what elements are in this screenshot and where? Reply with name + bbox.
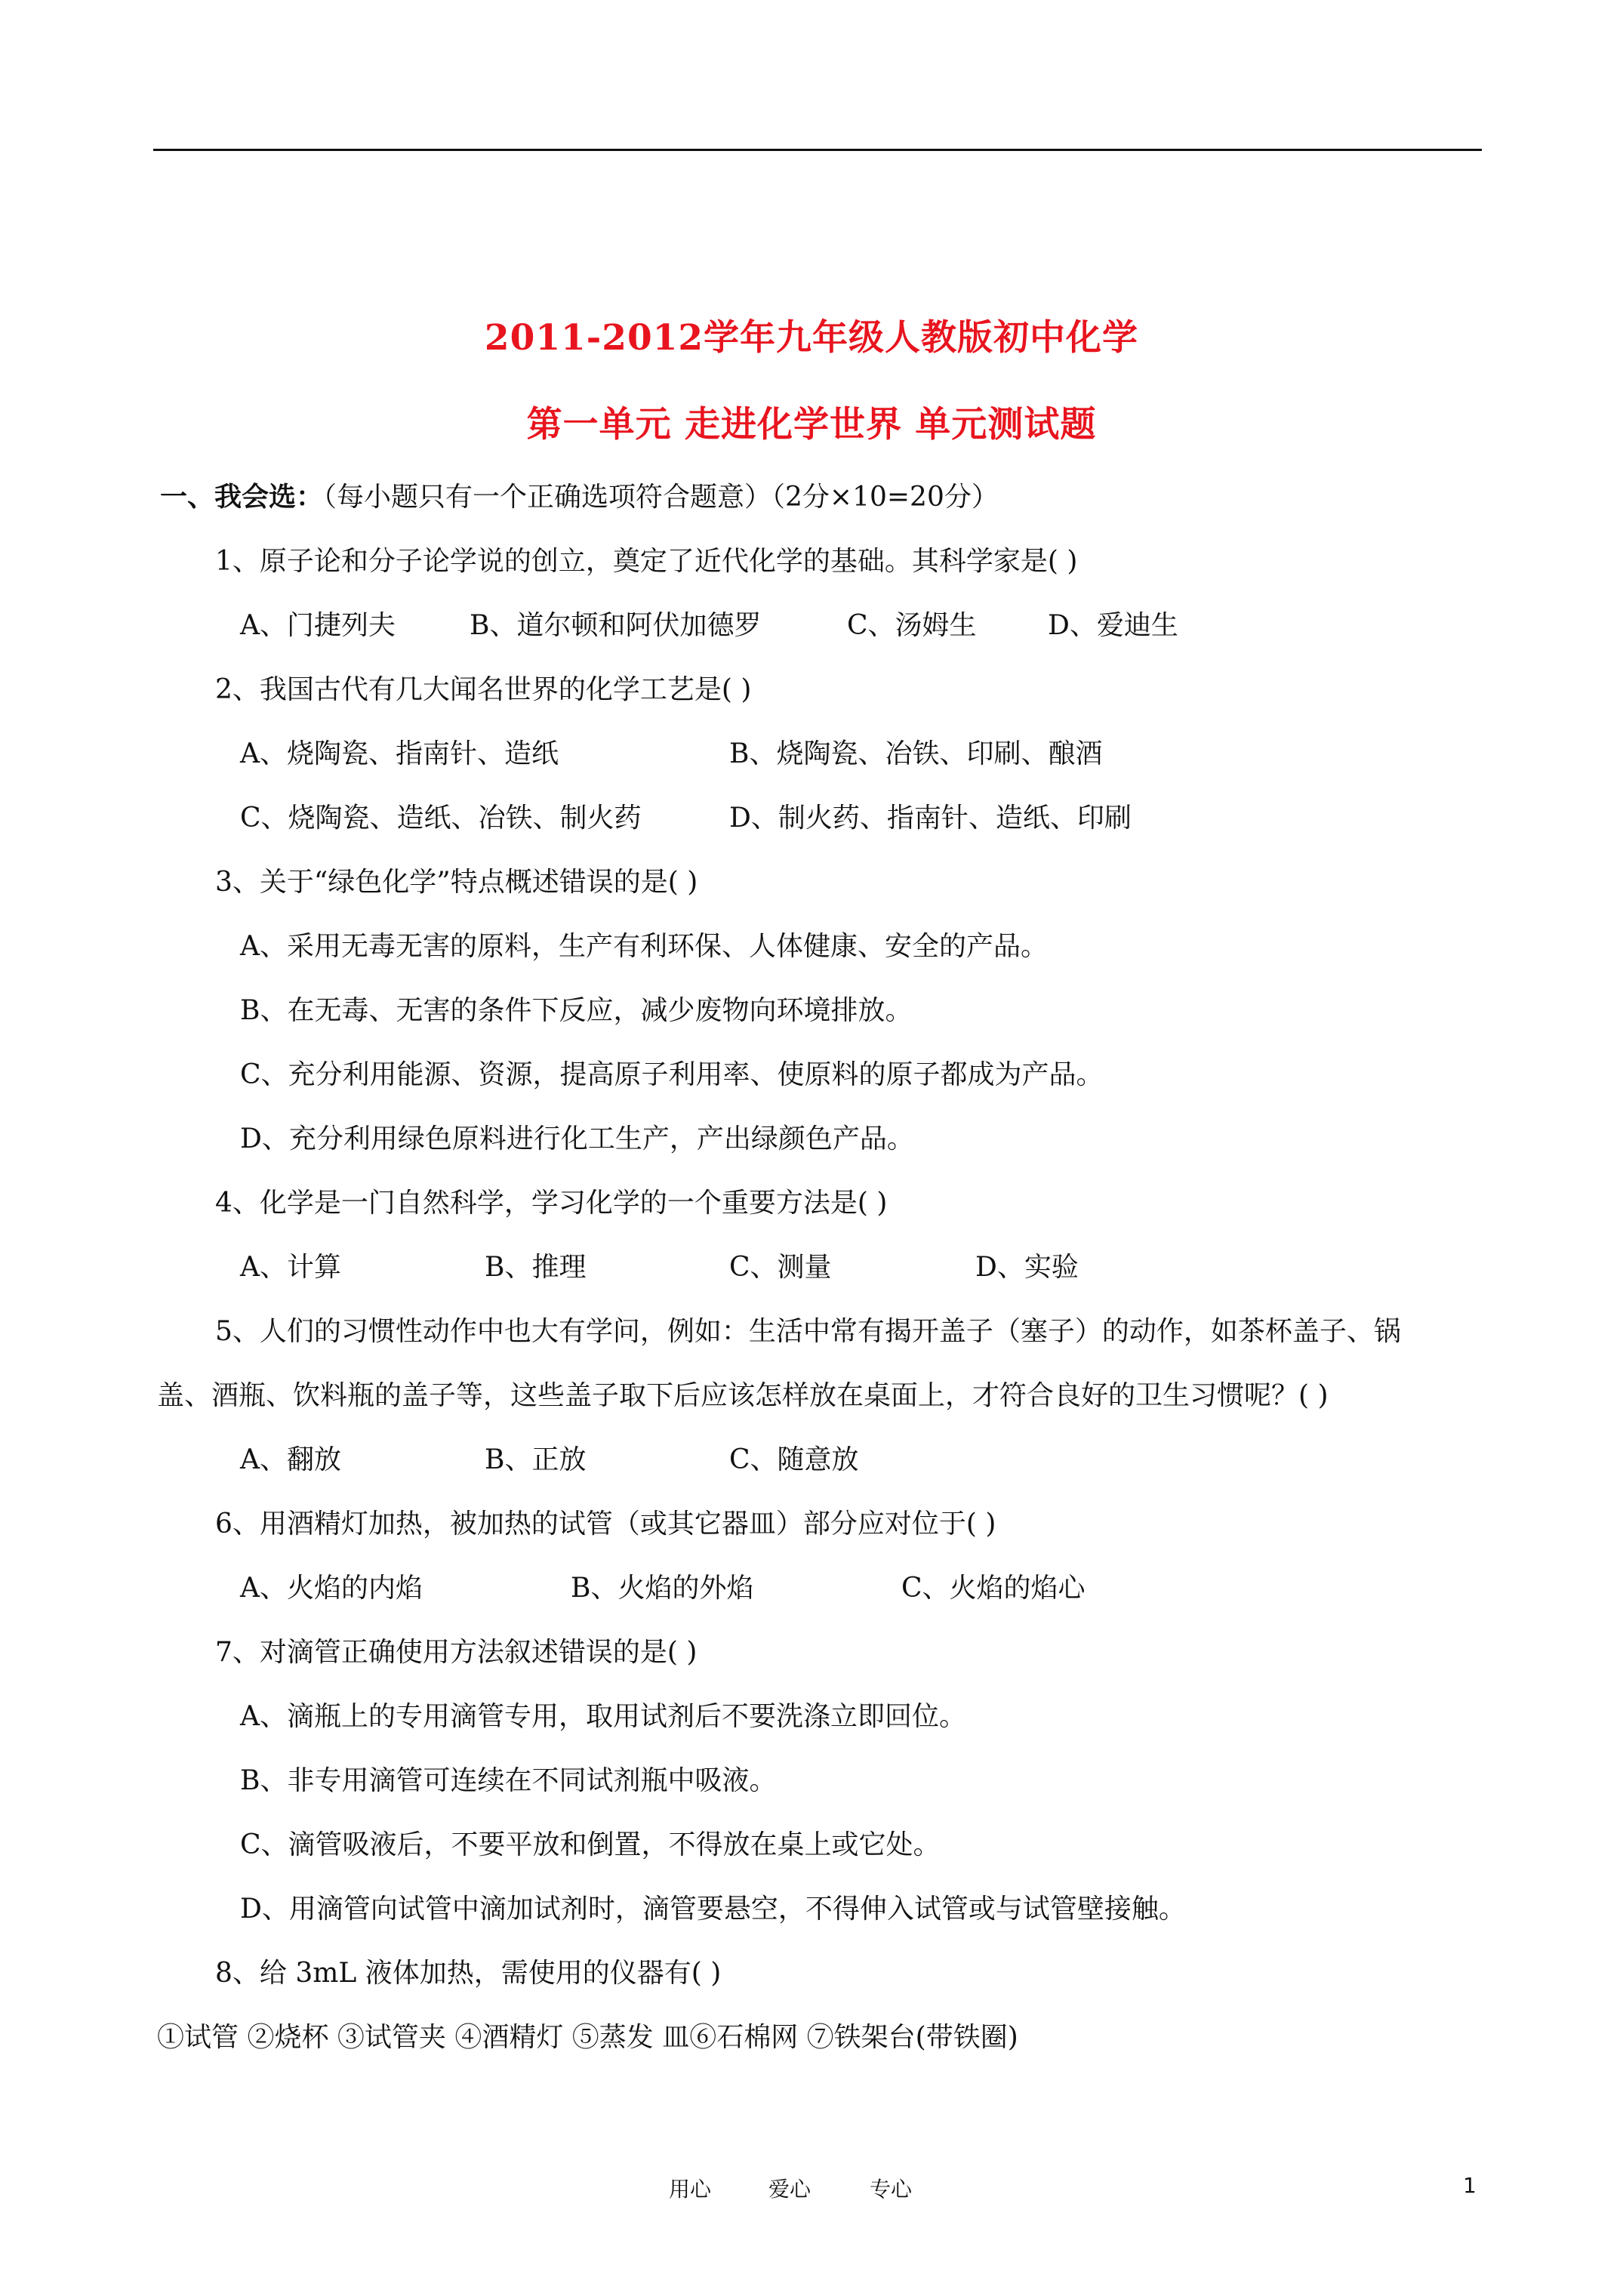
question-1-option-a: A、门捷列夫 <box>240 610 396 641</box>
question-4-option-a: A、计算 <box>240 1252 341 1283</box>
question-8-stem: 8、给 3mL 液体加热，需使用的仪器有( ) <box>215 1958 722 1989</box>
footer-slogan-3: 专心 <box>870 2177 913 2202</box>
question-4-option-b: B、推理 <box>485 1252 587 1283</box>
section-heading-note: （每小题只有一个正确选项符合题意）（2分×10=20分） <box>323 482 999 513</box>
question-3-stem: 3、关于“绿色化学”特点概述错误的是( ) <box>215 867 698 898</box>
question-6-option-b: B、火焰的外焰 <box>571 1573 754 1604</box>
question-5-option-b: B、正放 <box>485 1444 587 1475</box>
question-1-stem: 1、原子论和分子论学说的创立，奠定了近代化学的基础。其科学家是( ) <box>215 546 1078 577</box>
question-5-option-c: C、随意放 <box>729 1444 859 1475</box>
question-5-stem-line2: 盖、酒瓶、饮料瓶的盖子等，这些盖子取下后应该怎样放在桌面上，才符合良好的卫生习惯呢？( ) <box>157 1380 1329 1411</box>
question-7-option-a: A、滴瓶上的专用滴管专用，取用试剂后不要洗涤立即回位。 <box>240 1701 966 1732</box>
question-1-option-d: D、爱迪生 <box>1048 610 1178 641</box>
question-7-option-c: C、滴管吸液后，不要平放和倒置，不得放在桌上或它处。 <box>240 1829 941 1860</box>
footer-slogan-1: 用心 <box>669 2177 712 2202</box>
question-3-option-d: D、充分利用绿色原料进行化工生产，产出绿颜色产品。 <box>240 1123 914 1154</box>
exam-title: 2011-2012学年九年级人教版初中化学 <box>484 317 1139 359</box>
footer-slogan-2: 爱心 <box>768 2177 812 2202</box>
question-5-stem-line1: 5、人们的习惯性动作中也大有学问，例如：生活中常有揭开盖子（塞子）的动作，如茶杯盖子、锅 <box>215 1316 1401 1347</box>
question-7-stem: 7、对滴管正确使用方法叙述错误的是( ) <box>215 1637 698 1668</box>
question-7-option-b: B、非专用滴管可连续在不同试剂瓶中吸液。 <box>240 1765 777 1796</box>
page-number: 1 <box>1463 2173 1477 2198</box>
exam-subtitle: 第一单元 走进化学世界 单元测试题 <box>526 404 1097 445</box>
question-1-option-b: B、道尔顿和阿伏加德罗 <box>470 610 762 641</box>
question-1-option-c: C、汤姆生 <box>847 610 977 641</box>
section-heading <box>160 480 999 514</box>
question-2-option-b: B、烧陶瓷、冶铁、印刷、酿酒 <box>729 738 1103 769</box>
question-4-option-c: C、测量 <box>729 1252 832 1283</box>
question-2-option-c: C、烧陶瓷、造纸、冶铁、制火药 <box>240 803 642 834</box>
section-heading-label: 一、我会选： <box>160 481 324 513</box>
question-6-stem: 6、用酒精灯加热，被加热的试管（或其它器皿）部分应对位于( ) <box>215 1509 996 1539</box>
question-2-option-d: D、制火药、指南针、造纸、印刷 <box>729 803 1132 834</box>
question-5-option-a: A、翻放 <box>240 1444 341 1475</box>
question-4-option-d: D、实验 <box>975 1252 1079 1283</box>
question-6-option-c: C、火焰的焰心 <box>901 1573 1086 1604</box>
question-3-option-a: A、采用无毒无害的原料，生产有利环保、人体健康、安全的产品。 <box>240 931 1048 962</box>
question-6-option-a: A、火焰的内焰 <box>240 1573 423 1604</box>
question-8-items: ①试管 ②烧杯 ③试管夹 ④酒精灯 ⑤蒸发 皿⑥石棉网 ⑦铁架台(带铁圈) <box>157 2022 1018 2053</box>
question-3-option-b: B、在无毒、无害的条件下反应，减少废物向环境排放。 <box>240 995 913 1026</box>
question-2-stem: 2、我国古代有几大闻名世界的化学工艺是( ) <box>215 674 752 705</box>
question-4-stem: 4、化学是一门自然科学，学习化学的一个重要方法是( ) <box>215 1188 888 1219</box>
question-3-option-c: C、充分利用能源、资源，提高原子利用率、使原料的原子都成为产品。 <box>240 1059 1104 1090</box>
header-rule <box>153 149 1482 151</box>
question-7-option-d: D、用滴管向试管中滴加试剂时，滴管要悬空，不得伸入试管或与试管壁接触。 <box>240 1894 1186 1925</box>
question-2-option-a: A、烧陶瓷、指南针、造纸 <box>240 738 559 769</box>
